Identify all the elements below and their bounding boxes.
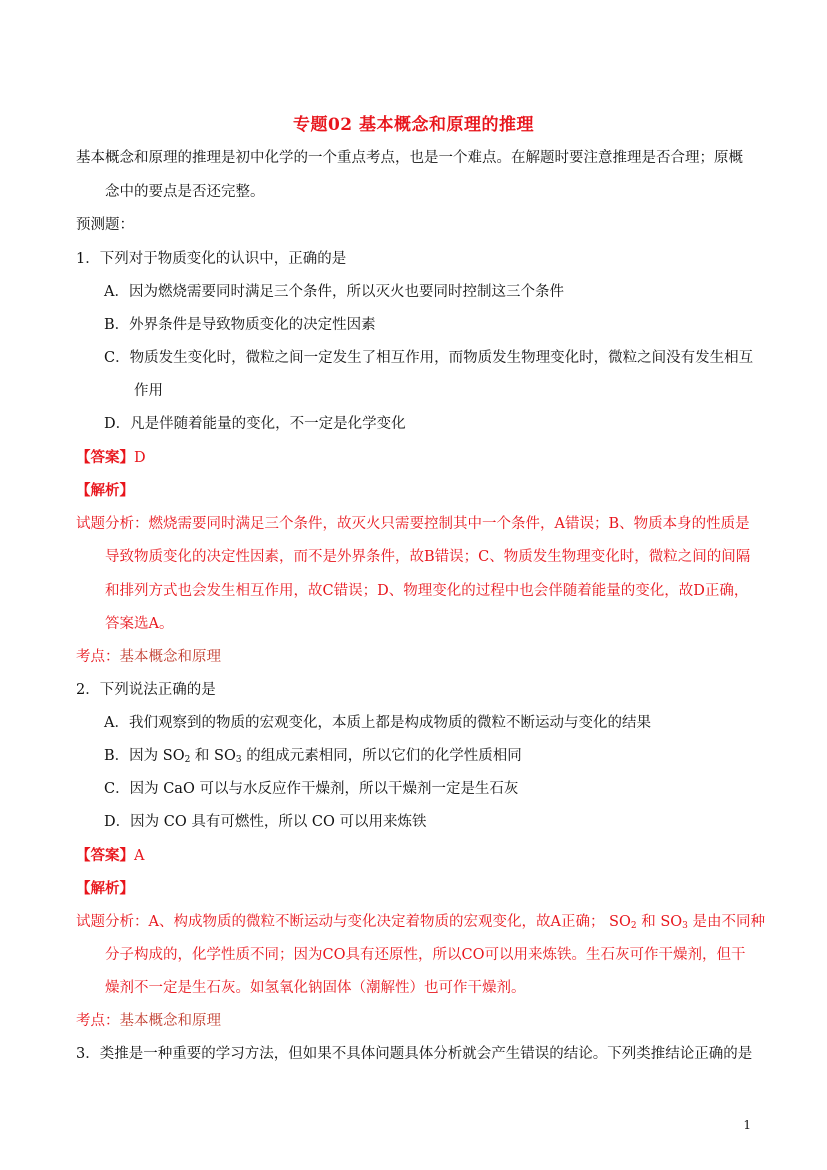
question-1-analysis-line-2: 导致物质变化的决定性因素，而不是外界条件，故B错误；C、物质发生物理变化时，微粒之间的间隔 <box>105 549 751 565</box>
question-1-analysis-line-1: 试题分析：燃烧需要同时满足三个条件，故灭火只需要控制其中一个条件，A错误；B、物质本身的性质是 <box>76 516 750 532</box>
question-3-stem: 3．类推是一种重要的学习方法，但如果不具体问题具体分析就会产生错误的结论。下列类推结论正确的是 <box>76 1046 753 1062</box>
kp-label: 考点： <box>76 649 120 665</box>
answer-label: 【答案】 <box>76 847 134 864</box>
question-1-analysis-line-4: 答案选A。 <box>105 616 174 632</box>
intro-line-2: 念中的要点是否还完整。 <box>105 184 265 200</box>
question-2-answer <box>76 846 144 866</box>
subscript: 3 <box>235 755 242 765</box>
question-2-option-a: A．我们观察到的物质的宏观变化，本质上都是构成物质的微粒不断运动与变化的结果 <box>104 715 651 731</box>
document-title: 专题02 基本概念和原理的推理 <box>292 115 535 135</box>
intro-line-1: 基本概念和原理的推理是初中化学的一个重点考点，也是一个难点。在解题时要注意推理是否合理；原概 <box>76 150 743 166</box>
question-2-option-c: C．因为 CaO 可以与水反应作干燥剂，所以干燥剂一定是生石灰 <box>104 781 519 797</box>
subscript: 3 <box>682 921 688 931</box>
question-2-analysis-line-2: 分子构成的，化学性质不同；因为CO具有还原性，所以CO可以用来炼铁。生石灰可作干燥剂，但干 <box>105 947 746 963</box>
question-1-analysis-label: 【解析】 <box>76 482 134 499</box>
question-2-analysis-line-3: 燥剂不一定是生石灰。如氢氧化钠固体（潮解性）也可作干燥剂。 <box>105 980 526 996</box>
answer-label: 【答案】 <box>76 449 134 466</box>
subscript: 2 <box>630 921 637 931</box>
question-2-option-b <box>104 746 522 770</box>
kp-value: 基本概念和原理 <box>119 1013 221 1029</box>
option-text: 的组成元素相同，所以它们的化学性质相同 <box>241 748 522 764</box>
answer-value: D <box>134 450 146 466</box>
analysis-text: 和 SO <box>636 914 683 930</box>
kp-label: 考点： <box>76 1013 120 1029</box>
question-2-analysis-label: 【解析】 <box>76 880 134 897</box>
question-1-option-d: D．凡是伴随着能量的变化，不一定是化学变化 <box>104 416 406 432</box>
section-label: 预测题： <box>76 217 134 233</box>
question-1-analysis-line-3: 和排列方式也会发生相互作用，故C错误；D、物理变化的过程中也会伴随着能量的变化，故D正确， <box>105 583 749 599</box>
question-2-analysis-line-1 <box>76 912 765 936</box>
option-text: 和 SO <box>190 748 236 764</box>
page-number: 1 <box>743 1118 751 1132</box>
question-2-option-d: D．因为 CO 具有可燃性，所以 CO 可以用来炼铁 <box>104 814 427 830</box>
question-2-stem: 2．下列说法正确的是 <box>76 682 216 698</box>
question-1-option-b: B．外界条件是导致物质变化的决定性因素 <box>104 317 376 333</box>
question-1-option-c-cont: 作用 <box>134 383 163 399</box>
subscript: 2 <box>184 755 191 765</box>
question-1-stem: 1．下列对于物质变化的认识中，正确的是 <box>76 251 347 267</box>
kp-value: 基本概念和原理 <box>119 649 221 665</box>
analysis-text: 是由不同种 <box>687 914 765 930</box>
question-1-knowledge-point <box>76 647 221 667</box>
question-1-answer <box>76 448 146 468</box>
analysis-text: 试题分析：A、构成物质的微粒不断运动与变化决定着物质的宏观变化，故A正确； SO <box>76 914 631 930</box>
question-2-knowledge-point <box>76 1011 221 1031</box>
question-1-option-a: A．因为燃烧需要同时满足三个条件，所以灭火也要同时控制这三个条件 <box>104 284 564 300</box>
option-text: B．因为 SO <box>104 748 185 764</box>
answer-value: A <box>134 848 145 864</box>
question-1-option-c: C．物质发生变化时，微粒之间一定发生了相互作用，而物质发生物理变化时，微粒之间没有发生相互 <box>104 350 754 366</box>
